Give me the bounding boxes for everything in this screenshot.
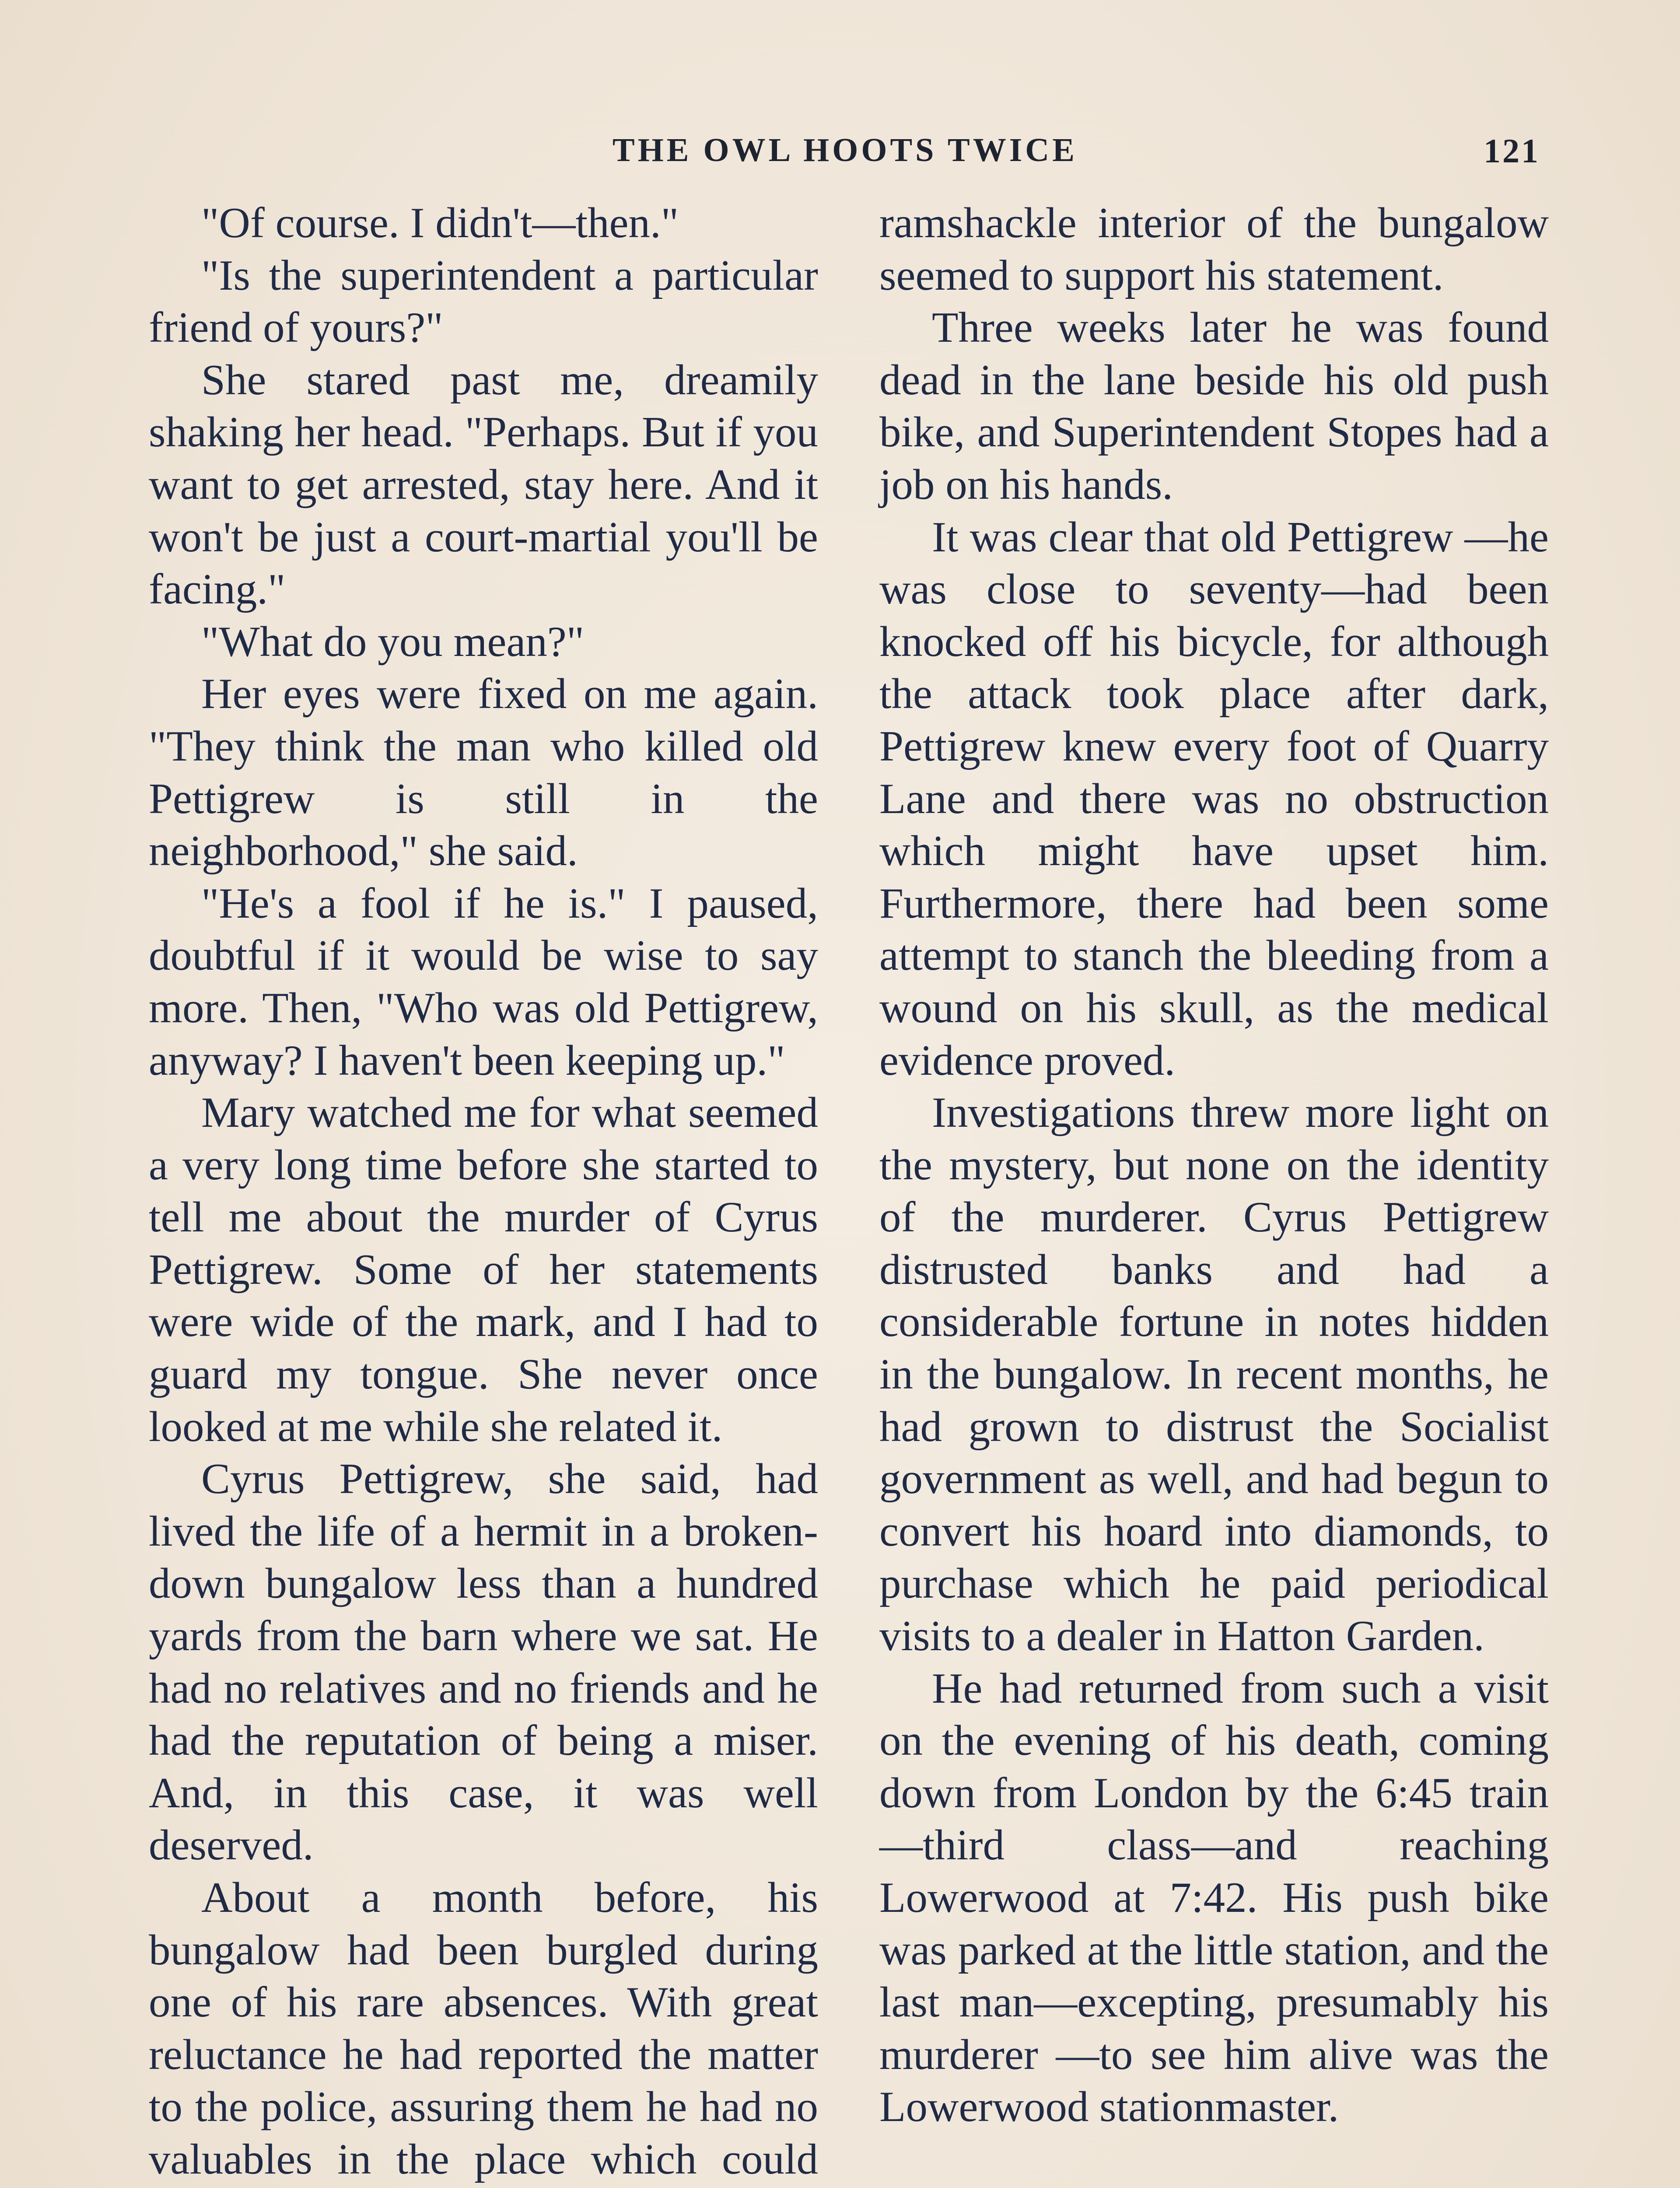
paragraph: She stared past me, dreamily shaking her head. "Perhaps. But if you want to get arrested, stay here. And it won't be just a court-martial you'll be facing." bbox=[149, 356, 818, 614]
page-header bbox=[149, 131, 1540, 179]
paragraph: "What do you mean?" bbox=[201, 617, 584, 666]
right-column bbox=[879, 197, 1549, 2133]
paragraph: He had returned from such a visit on the evening of his death, coming down from London by the 6:45 train—third class—and reaching Lowerwood at 7:42. His push bike was parked at the little station, and the last man—excepting, presumably his murderer —to see him alive was the Lowerwood stationmaster. bbox=[879, 1664, 1549, 2131]
running-title: THE OWL HOOTS TWICE bbox=[612, 132, 1078, 168]
paragraph: "Is the superintendent a particular friend of yours?" bbox=[149, 251, 818, 352]
paragraph: Investigations threw more light on the mystery, but none on the identity of the murderer. Cyrus Pettigrew distrusted banks and had a considerable fortune in notes hidden in the bungalow. In recent months, he had grown to distrust the Socialist government as well, and had begun to convert his hoard into diamonds, to purchase which he paid periodical visits to a dealer in Hatton Garden. bbox=[879, 1089, 1549, 1660]
paragraph: Three weeks later he was found dead in the lane beside his old push bike, and Superintendent Stopes had a job on his hands. bbox=[879, 304, 1549, 508]
paragraph: Her eyes were fixed on me again. "They think the man who killed old Pettigrew is still in the neighborhood," she said. bbox=[149, 670, 818, 875]
left-column bbox=[149, 197, 818, 2188]
paragraph: Cyrus Pettigrew, she said, had lived the life of a hermit in a broken-down bungalow less than a hundred yards from the barn where we sat. He had no relatives and no friends and he had the reputation of being a miser. And, in this case, it was well deserved. bbox=[149, 1455, 818, 1869]
paragraph: "He's a fool if he is." I paused, doubtful if it would be wise to say more. Then, "Who was old Pettigrew, anyway? I haven't been keeping up." bbox=[149, 879, 818, 1084]
paragraph: About a month before, his bungalow had been burgled during one of his rare absences. With great reluctance he had reported the matter to the police, assuring them he had no valuables in the place which could bbox=[149, 1874, 818, 2183]
text-columns bbox=[149, 197, 1549, 2188]
page-number: 121 bbox=[1484, 132, 1540, 170]
paragraph-continuation: ramshackle interior of the bungalow seemed to support his statement. bbox=[879, 199, 1549, 299]
paragraph: It was clear that old Pettigrew —he was close to seventy—had been knocked off his bicycle, for although the attack took place after dark, Pettigrew knew every foot of Quarry Lane and there was no obstruction which might have upset him. Furthermore, there had been some attempt to stanch the bleeding from a wound on his skull, as the medical evidence proved. bbox=[879, 513, 1549, 1084]
paragraph: "Of course. I didn't—then." bbox=[201, 199, 679, 247]
paragraph: Mary watched me for what seemed a very long time before she started to tell me about the murder of Cyrus Pettigrew. Some of her statements were wide of the mark, and I had to guard my tongue. She never once looked at me while she related it. bbox=[149, 1089, 818, 1451]
